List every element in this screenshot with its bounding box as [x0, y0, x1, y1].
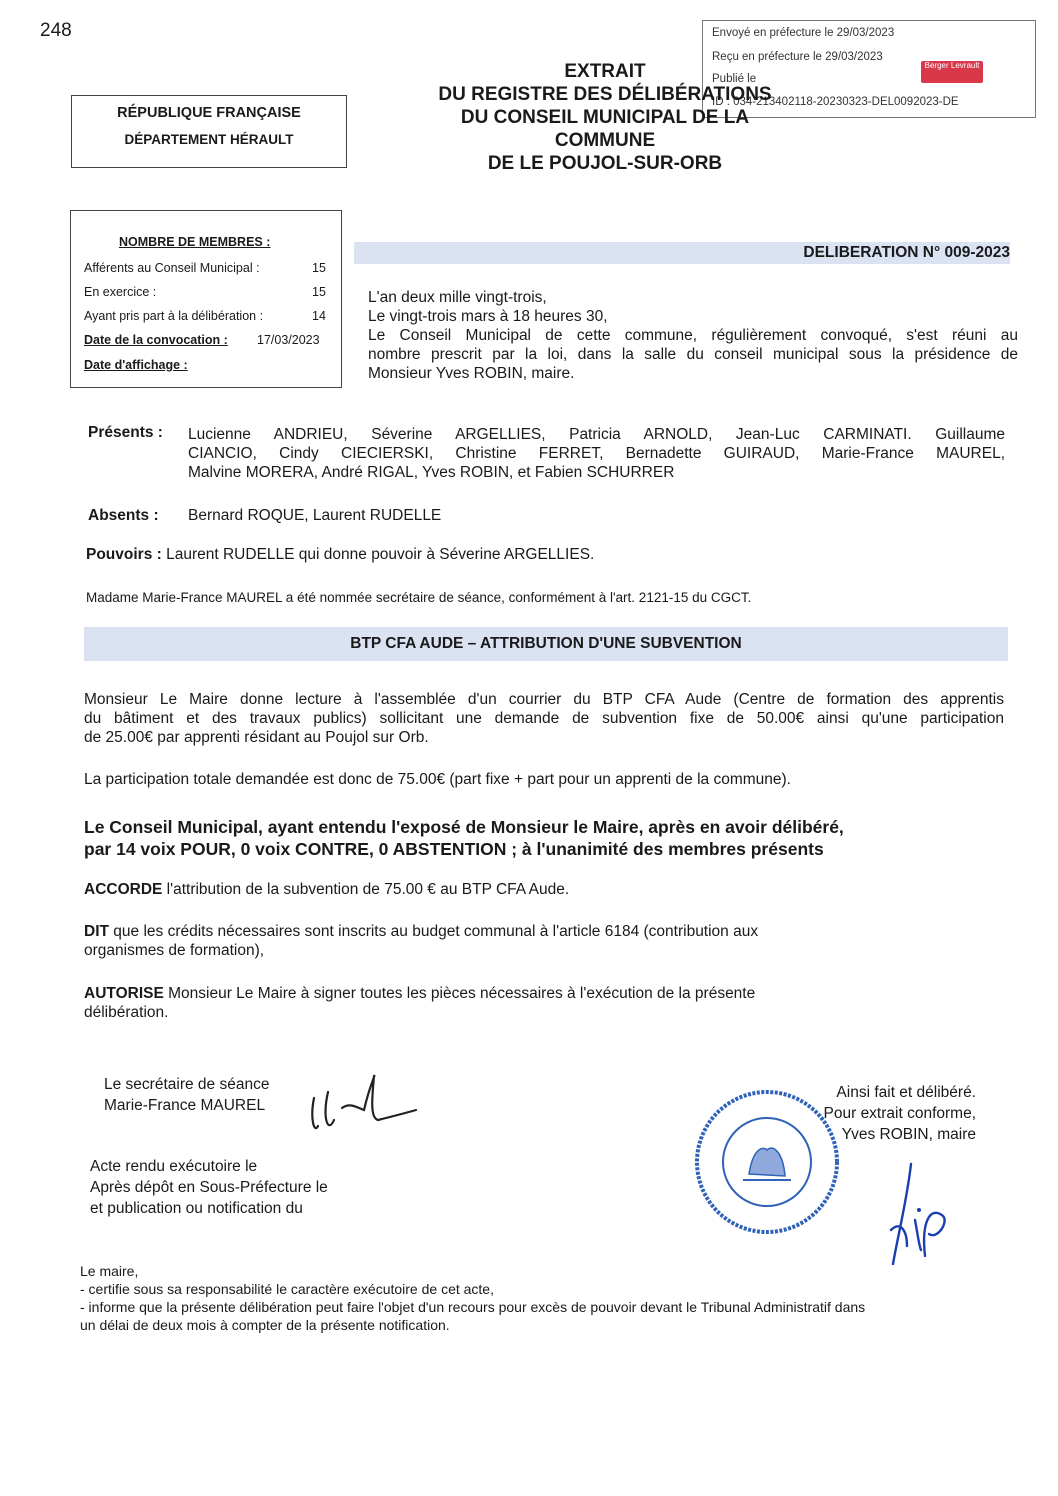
- autorise-line-2: délibération.: [84, 1004, 169, 1021]
- stamp-envoye: Envoyé en préfecture le 29/03/2023: [712, 27, 895, 39]
- deliberation-number: DELIBERATION N° 009-2023: [803, 244, 1010, 261]
- title-line: DU CONSEIL MUNICIPAL DE LA: [460, 107, 750, 128]
- accorde-text: l'attribution de la subvention de 75.00 € au BTP CFA Aude.: [162, 881, 570, 898]
- footer-line: - certifie sous sa responsabilité le caractère exécutoire de cet acte,: [80, 1281, 494, 1297]
- intro-line: nombre prescrit par la loi, dans la salle du conseil municipal sous la présidence de: [368, 346, 1018, 363]
- secretary-signature: [292, 1068, 422, 1138]
- presents-line: CIANCIO, Cindy CIECIERSKI, Christine FERRET, Bernadette GUIRAUD, Marie-France MAUREL,: [188, 445, 1005, 462]
- stamp-recu: Reçu en préfecture le 29/03/2023: [712, 51, 883, 63]
- republic-box: [71, 95, 347, 168]
- vote-paragraph: [84, 816, 844, 860]
- intro-paragraph: [368, 288, 1018, 383]
- secretary-name: Marie-France MAUREL: [104, 1097, 266, 1114]
- autorise-keyword: AUTORISE: [84, 985, 164, 1002]
- footer-line: Le maire,: [80, 1263, 139, 1279]
- intro-line: L'an deux mille vingt-trois,: [368, 289, 547, 306]
- stamp-publie: Publié le: [712, 73, 757, 85]
- footer-line: un délai de deux mois à compter de la présente notification.: [80, 1317, 450, 1333]
- stamp-id: ID : 034-213402118-20230323-DEL0092023-DE: [712, 96, 959, 108]
- accorde-line: [84, 880, 569, 899]
- footer-notice: [80, 1262, 865, 1334]
- secretary-signature-block: [104, 1074, 269, 1116]
- presents-label: Présents :: [88, 424, 163, 441]
- part-label: Ayant pris part à la délibération :: [84, 309, 264, 323]
- affichage-label: Date d'affichage :: [84, 358, 188, 372]
- document-title: [410, 60, 800, 175]
- mayor-line: Yves ROBIN, maire: [841, 1126, 976, 1143]
- intro-line: Le Conseil Municipal de cette commune, régulièrement convoqué, s'est réuni au: [368, 327, 1018, 344]
- members-box: [70, 210, 342, 388]
- members-heading: NOMBRE DE MEMBRES :: [119, 235, 271, 249]
- afferents-value: 15: [312, 261, 326, 275]
- absents-text: Bernard ROQUE, Laurent RUDELLE: [188, 507, 442, 524]
- body-line: Monsieur Le Maire donne lecture à l'assemblée d'un courrier du BTP CFA Aude (Centre de formation des apprentis: [84, 691, 1004, 708]
- autorise-text: Monsieur Le Maire à signer toutes les pièces nécessaires à l'exécution de la présente: [163, 985, 756, 1002]
- absents-label: Absents :: [88, 507, 159, 524]
- intro-line: Le vingt-trois mars à 18 heures 30,: [368, 308, 608, 325]
- executoire-block: [90, 1156, 328, 1219]
- mayor-line: Ainsi fait et délibéré.: [836, 1084, 976, 1101]
- presents-line: Malvine MORERA, André RIGAL, Yves ROBIN, et Fabien SCHURRER: [188, 464, 675, 481]
- afferents-label: Afférents au Conseil Municipal :: [84, 261, 260, 275]
- title-line: EXTRAIT: [564, 61, 646, 82]
- secretaire-line: Madame Marie-France MAUREL a été nommée secrétaire de séance, conformément à l'art. 2121-15 du CGCT.: [86, 590, 752, 605]
- mayor-line: Pour extrait conforme,: [823, 1105, 976, 1122]
- presents-list: [188, 425, 1005, 482]
- title-line: DE LE POUJOL-SUR-ORB: [487, 153, 723, 174]
- dit-text: que les crédits nécessaires sont inscrits au budget communal à l'article 6184 (contribution aux: [108, 923, 759, 940]
- vote-line: par 14 voix POUR, 0 voix CONTRE, 0 ABSTENTION ; à l'unanimité des membres présents: [84, 839, 824, 859]
- body-paragraph-2: La participation totale demandée est donc de 75.00€ (part fixe + part pour un apprenti de la commune).: [84, 771, 791, 788]
- secretary-title: Le secrétaire de séance: [104, 1076, 270, 1093]
- title-line: DU REGISTRE DES DÉLIBÉRATIONS: [438, 84, 772, 105]
- executoire-line: Acte rendu exécutoire le: [90, 1158, 258, 1175]
- pouvoirs-label: Pouvoirs :: [86, 546, 162, 563]
- executoire-line: Après dépôt en Sous-Préfecture le: [90, 1179, 328, 1196]
- autorise-paragraph: [84, 984, 755, 1022]
- page-number: 248: [40, 20, 72, 41]
- footer-line: - informe que la présente délibération peut faire l'objet d'un recours pour excès de pouvoir devant le Tribunal Administratif dans: [80, 1299, 866, 1315]
- title-line: COMMUNE: [554, 130, 656, 151]
- accorde-keyword: ACCORDE: [84, 881, 163, 898]
- convocation-label: Date de la convocation :: [84, 333, 228, 347]
- dit-paragraph: [84, 922, 758, 960]
- mayor-signature: [885, 1160, 965, 1270]
- body-line: du bâtiment et des travaux publics) sollicitant une demande de subvention fixe de 50.00€ ainsi qu'une participation: [84, 710, 1004, 727]
- convocation-value: 17/03/2023: [257, 333, 320, 347]
- presents-line: Lucienne ANDRIEU, Séverine ARGELLIES, Patricia ARNOLD, Jean-Luc CARMINATI. Guillaume: [188, 426, 1005, 443]
- part-value: 14: [312, 309, 326, 323]
- executoire-line: et publication ou notification du: [90, 1200, 303, 1217]
- pouvoirs-line: [86, 545, 594, 564]
- dit-keyword: DIT: [84, 923, 109, 940]
- republic-line: RÉPUBLIQUE FRANÇAISE: [117, 105, 301, 121]
- berger-levrault-logo: Berger Levrault: [921, 61, 983, 83]
- body-line: de 25.00€ par apprenti résidant au Poujol sur Orb.: [84, 729, 429, 746]
- mairie-seal: [693, 1088, 841, 1236]
- exercice-value: 15: [312, 285, 326, 299]
- intro-line: Monsieur Yves ROBIN, maire.: [368, 365, 575, 382]
- pouvoirs-text: Laurent RUDELLE qui donne pouvoir à Séverine ARGELLIES.: [166, 546, 595, 563]
- dit-line-2: organismes de formation),: [84, 942, 265, 959]
- exercice-label: En exercice :: [84, 285, 157, 299]
- department-line: DÉPARTEMENT HÉRAULT: [124, 132, 294, 147]
- subject-bar: BTP CFA AUDE – ATTRIBUTION D'UNE SUBVENTION: [84, 627, 1008, 661]
- vote-line: Le Conseil Municipal, ayant entendu l'exposé de Monsieur le Maire, après en avoir délibéré,: [84, 817, 844, 837]
- body-paragraph-1: [84, 690, 1004, 747]
